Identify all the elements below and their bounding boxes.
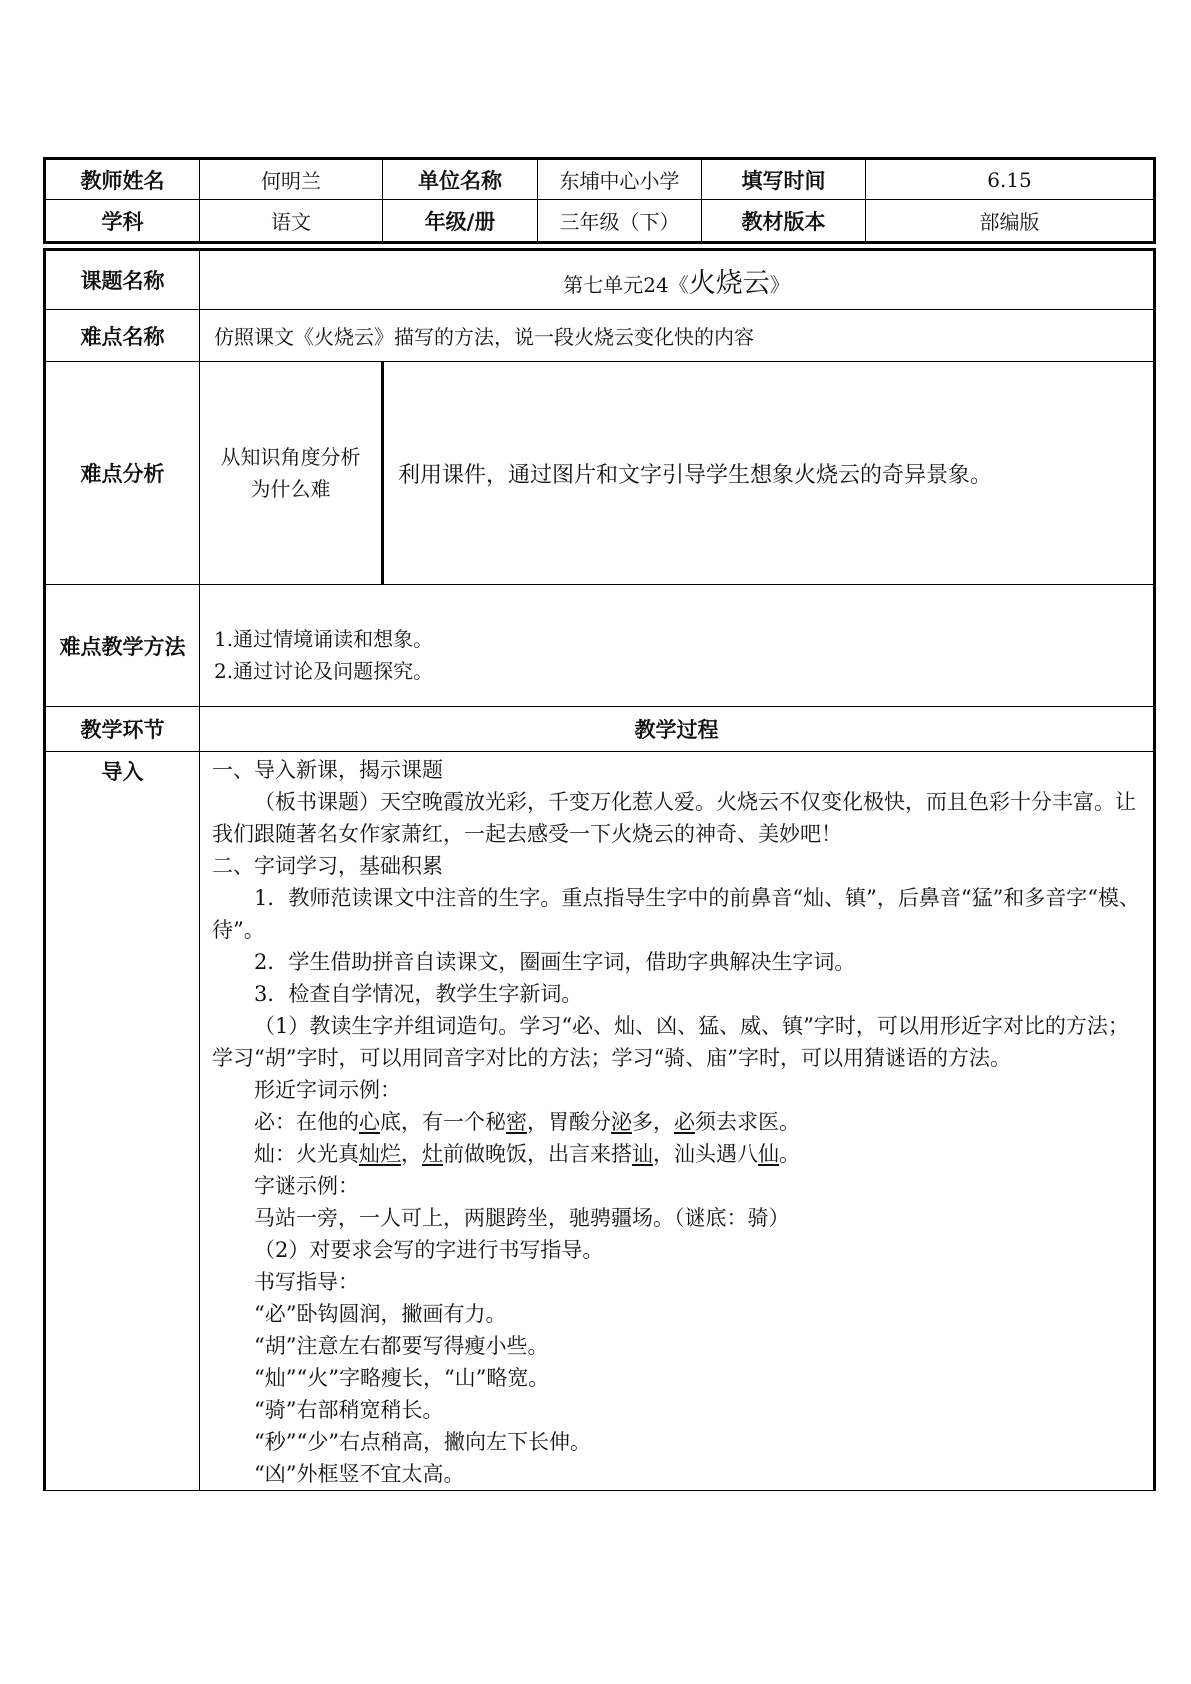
process-line: 书写指导： (254, 1270, 359, 1294)
method-list (200, 585, 1155, 707)
teacher-label: 教师姓名 (45, 159, 200, 200)
underlined-char: 灿烂 (359, 1142, 401, 1166)
difficulty-label: 难点名称 (45, 310, 200, 362)
process-header: 教学过程 (200, 707, 1155, 752)
process-line: 一、导入新课，揭示课题 (212, 758, 443, 782)
stage-intro: 导入 (45, 752, 200, 1491)
process-line: （1）教读生字并组词造句。学习“必、灿、凶、猛、威、镇”字时，可以用形近字对比的方法；学习“胡”字时，可以用同音字对比的方法；学习“骑、庙”字时，可以用猜谜语的方法。 (212, 1014, 1129, 1070)
text-run: 前做晚饭，出言来搭 (443, 1142, 632, 1166)
analysis-sub-label-line2: 为什么难 (250, 477, 331, 501)
process-line: “灿”“火”字略瘦长，“山”略宽。 (254, 1366, 550, 1390)
process-line: （2）对要求会写的字进行书写指导。 (254, 1238, 604, 1262)
underlined-char: 灶 (422, 1142, 443, 1166)
method-item-1: 1.通过情境诵读和想象。 (214, 627, 434, 651)
underlined-char: 仙 (758, 1142, 779, 1166)
date-label: 填写时间 (702, 159, 866, 200)
example-bi (212, 1106, 1143, 1138)
teacher-value: 何明兰 (200, 159, 383, 200)
process-line: 3．检查自学情况，教学生字新词。 (254, 982, 583, 1006)
analysis-value: 利用课件，通过图片和文字引导学生想象火烧云的奇异景象。 (383, 362, 1155, 585)
method-item-2: 2.通过讨论及问题探究。 (214, 659, 434, 683)
process-line: “胡”注意左右都要写得瘦小些。 (254, 1334, 549, 1358)
date-value: 6.15 (866, 159, 1155, 200)
analysis-sub-label (200, 362, 383, 585)
stage-header: 教学环节 (45, 707, 200, 752)
process-line: “凶”外框竖不宜太高。 (254, 1462, 465, 1486)
text-run: 多， (632, 1110, 674, 1134)
process-content (200, 752, 1155, 1491)
underlined-char: 泌 (611, 1110, 632, 1134)
text-run: ，胃酸分 (527, 1110, 611, 1134)
underlined-char: 必 (674, 1110, 695, 1134)
unit-label: 单位名称 (383, 159, 538, 200)
edition-label: 教材版本 (702, 200, 866, 243)
process-line: “骑”右部稍宽稍长。 (254, 1398, 444, 1422)
text-run: ， (401, 1142, 422, 1166)
difficulty-value: 仿照课文《火烧云》描写的方法，说一段火烧云变化快的内容 (200, 310, 1155, 362)
subject-value: 语文 (200, 200, 383, 243)
topic-label: 课题名称 (45, 250, 200, 310)
unit-value: 东埔中心小学 (538, 159, 702, 200)
text-run: 。 (779, 1142, 800, 1166)
edition-value: 部编版 (866, 200, 1155, 243)
underlined-char: 心 (359, 1110, 380, 1134)
header-table (43, 157, 1156, 244)
text-run: 底，有一个秘 (380, 1110, 506, 1134)
grade-value: 三年级（下） (538, 200, 702, 243)
analysis-sub-label-line1: 从知识角度分析 (220, 445, 361, 469)
process-line: 形近字词示例： (254, 1078, 401, 1102)
process-line: “秒”“少”右点稍高，撇向左下长伸。 (254, 1430, 591, 1454)
grade-label: 年级/册 (383, 200, 538, 243)
underlined-char: 讪 (632, 1142, 653, 1166)
process-line: （板书课题）天空晚霞放光彩，千变万化惹人爱。火烧云不仅变化极快，而且色彩十分丰富。让我们跟随著名女作家萧红，一起去感受一下火烧云的神奇、美妙吧！ (212, 790, 1136, 846)
text-run: 必：在他的 (254, 1110, 359, 1134)
example-can (212, 1138, 1143, 1170)
lesson-plan-sheet (43, 157, 1153, 1491)
process-line: 1．教师范读课文中注音的生字。重点指导生字中的前鼻音“灿、镇”，后鼻音“猛”和多音字“模、待”。 (212, 886, 1141, 942)
text-run: 灿：火光真 (254, 1142, 359, 1166)
process-line: 二、字词学习，基础积累 (212, 854, 443, 878)
main-table (43, 248, 1156, 1491)
method-label: 难点教学方法 (45, 585, 200, 707)
topic-prefix: 第七单元24《 (563, 272, 689, 297)
underlined-char: 密 (506, 1110, 527, 1134)
analysis-label: 难点分析 (45, 362, 200, 585)
topic-suffix: 》 (769, 272, 790, 297)
process-line: 2．学生借助拼音自读课文，圈画生字词，借助字典解决生字词。 (254, 950, 856, 974)
process-line: 马站一旁，一人可上，两腿跨坐，驰骋疆场。（谜底：骑） (254, 1206, 790, 1230)
text-run: ，汕头遇八 (653, 1142, 758, 1166)
process-line: 字谜示例： (254, 1174, 359, 1198)
process-line: “必”卧钩圆润，撇画有力。 (254, 1302, 507, 1326)
subject-label: 学科 (45, 200, 200, 243)
text-run: 须去求医。 (695, 1110, 800, 1134)
topic-value (200, 250, 1155, 310)
topic-name: 火烧云 (688, 267, 770, 299)
